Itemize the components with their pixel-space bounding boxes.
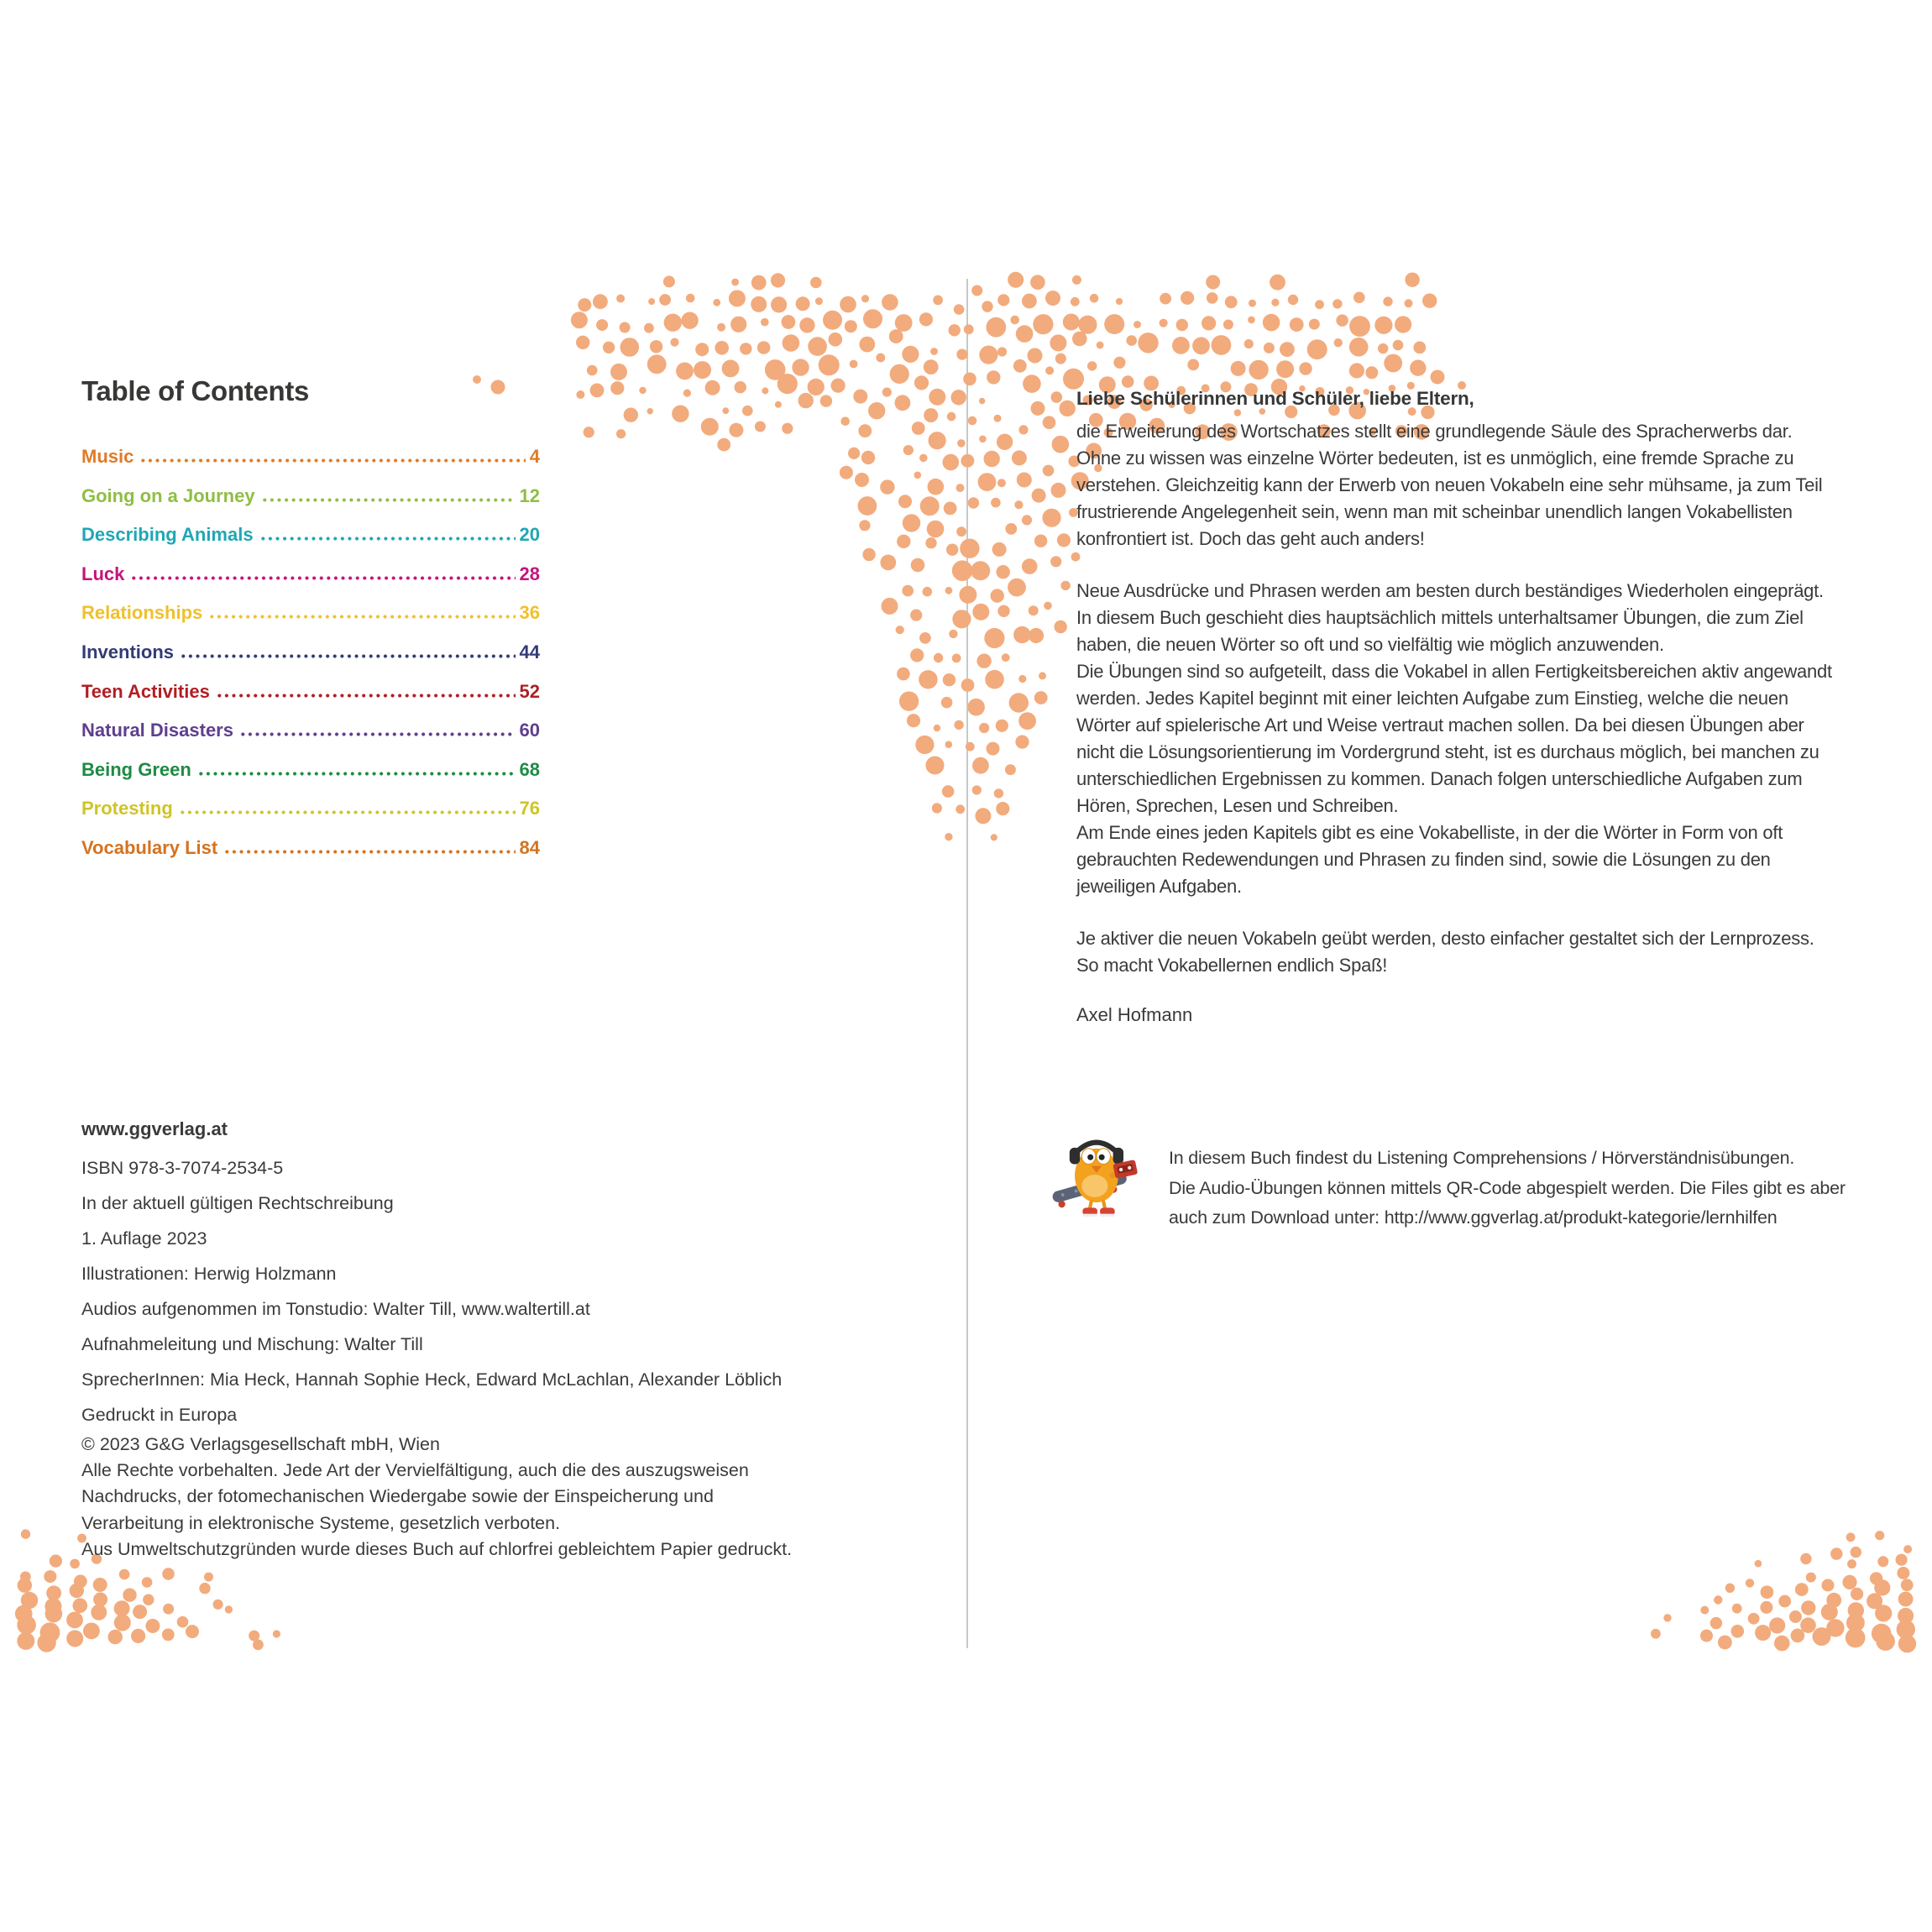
imprint-line: Illustrationen: Herwig Holzmann	[81, 1264, 337, 1284]
toc-dot-leader	[223, 850, 515, 854]
toc-item	[81, 516, 540, 555]
toc-dot-leader	[208, 615, 515, 619]
toc-dot-leader	[130, 576, 515, 580]
letter-line: haben, die neuen Wörter so oft und so vielfältig wie möglich anzuwenden.	[1076, 634, 1664, 655]
letter-line: Neue Ausdrücke und Phrasen werden am besten durch beständiges Wiederholen eingeprägt.	[1076, 580, 1824, 601]
toc-item-page-number: 84	[519, 836, 540, 858]
toc-item	[81, 789, 540, 829]
toc-item	[81, 829, 540, 868]
toc-item	[81, 555, 540, 594]
imprint-line: SprecherInnen: Mia Heck, Hannah Sophie Heck, Edward McLachlan, Alexander Löblich	[81, 1369, 783, 1390]
audio-note	[1169, 1144, 1846, 1233]
toc-item	[81, 673, 540, 712]
letter-line: die Erweiterung des Wortschatzes stellt eine grundlegende Säule des Spracherwerbs dar.	[1076, 421, 1793, 442]
toc-dot-leader	[139, 458, 525, 463]
copyright-line: Alle Rechte vorbehalten. Jede Art der Vervielfältigung, auch die des auszugsweisen	[81, 1460, 749, 1481]
publisher-website: www.ggverlag.at	[81, 1118, 228, 1139]
toc-item-label: Going on a Journey	[81, 484, 255, 506]
toc-item	[81, 633, 540, 673]
letter-line: Je aktiver die neuen Vokabeln geübt werden, desto einfacher gestaltet sich der Lernprozess.	[1076, 928, 1814, 949]
letter-paragraph	[1076, 578, 1832, 900]
imprint-line: 1. Auflage 2023	[81, 1228, 207, 1249]
toc-item-page-number: 36	[519, 602, 540, 624]
toc-item-page-number: 4	[529, 446, 540, 467]
bird-mascot-icon	[1050, 1130, 1147, 1221]
letter-line: frustrierende Angelegenheit sein, wenn man mit scheinbar unendlich langen Vokabellisten	[1076, 501, 1793, 522]
toc-item-page-number: 44	[519, 641, 540, 662]
letter-line: Ohne zu wissen was einzelne Wörter bedeuten, ist es unmöglich, eine fremde Sprache zu	[1076, 448, 1794, 469]
toc-item-label: Protesting	[81, 798, 173, 819]
imprint-line: Aufnahmeleitung und Mischung: Walter Till	[81, 1334, 423, 1354]
imprint-line: Gedruckt in Europa	[81, 1405, 238, 1425]
toc-list	[81, 437, 540, 868]
imprint-block	[81, 1150, 782, 1432]
toc-item	[81, 594, 540, 633]
toc-item-label: Luck	[81, 563, 125, 584]
letter-line: gebrauchten Redewendungen und Phrasen zu finden sind, sowie die Lösungen zu den	[1076, 849, 1771, 870]
letter-paragraph	[1076, 925, 1832, 979]
letter-line: Die Übungen sind so aufgeteilt, dass die Vokabel in allen Fertigkeitsbereichen aktiv angewandt	[1076, 661, 1832, 682]
toc-item-label: Teen Activities	[81, 680, 210, 702]
toc-item	[81, 477, 540, 516]
imprint-line: ISBN 978-3-7074-2534-5	[81, 1158, 284, 1178]
letter-line: Hören, Sprechen, Lesen und Schreiben.	[1076, 795, 1399, 816]
toc-item-label: Natural Disasters	[81, 720, 233, 741]
letter-signature: Axel Hofmann	[1076, 1004, 1193, 1025]
letter-body	[1076, 418, 1832, 1004]
toc-dot-leader	[180, 654, 516, 658]
letter-line: Am Ende eines jeden Kapitels gibt es eine Vokabelliste, in der die Wörter in Form von oft	[1076, 822, 1783, 843]
toc-item-label: Relationships	[81, 602, 203, 624]
toc-item-label: Vocabulary List	[81, 836, 218, 858]
imprint-line: Audios aufgenommen im Tonstudio: Walter Till, www.waltertill.at	[81, 1299, 590, 1319]
toc-item-label: Describing Animals	[81, 524, 254, 546]
toc-item-page-number: 20	[519, 524, 540, 546]
toc-item-page-number: 76	[519, 798, 540, 819]
letter-paragraph	[1076, 418, 1832, 552]
copyright-block	[81, 1432, 792, 1563]
toc-item	[81, 437, 540, 477]
toc-item-label: Music	[81, 446, 134, 467]
toc-item-page-number: 28	[519, 563, 540, 584]
letter-line: So macht Vokabellernen endlich Spaß!	[1076, 955, 1388, 976]
letter-line: nicht die Lösungsorientierung im Vordergrund steht, ist es durchaus möglich, bei manchen zu	[1076, 741, 1819, 762]
toc-item-label: Inventions	[81, 641, 175, 662]
copyright-line: © 2023 G&G Verlagsgesellschaft mbH, Wien	[81, 1434, 440, 1454]
toc-item-page-number: 52	[519, 680, 540, 702]
toc-title: Table of Contents	[81, 375, 310, 406]
imprint-line: In der aktuell gültigen Rechtschreibung	[81, 1193, 394, 1213]
letter-line: unterschiedlichen Ergebnissen zu kommen. Danach folgen unterschiedliche Aufgaben zum	[1076, 768, 1803, 789]
toc-dot-leader	[261, 498, 516, 502]
letter-line: In diesem Buch geschieht dies hauptsächlich mittels unterhaltsamer Übungen, die zum Ziel	[1076, 607, 1804, 628]
toc-item-page-number: 12	[519, 484, 540, 506]
toc-item-page-number: 68	[519, 758, 540, 780]
letter-line: werden. Jedes Kapitel beginnt mit einer leichten Aufgabe zum Einstieg, welche die neuen	[1076, 688, 1788, 709]
toc-dot-leader	[179, 810, 516, 814]
toc-item-page-number: 60	[519, 720, 540, 741]
toc-dot-leader	[197, 772, 516, 776]
letter-salutation: Liebe Schülerinnen und Schüler, liebe Eltern,	[1076, 388, 1474, 409]
toc-item	[81, 751, 540, 790]
copyright-line: Nachdrucks, der fotomechanischen Wiedergabe sowie der Einspeicherung und	[81, 1486, 714, 1507]
audio-note-line: Die Audio-Übungen können mittels QR-Code abgespielt werden. Die Files gibt es aber	[1169, 1177, 1846, 1198]
letter-line: jeweiligen Aufgaben.	[1076, 876, 1242, 897]
toc-dot-leader	[239, 732, 516, 736]
toc-dot-leader	[216, 694, 516, 698]
letter-line: konfrontiert ist. Doch das geht auch anders!	[1076, 528, 1425, 549]
audio-note-line: In diesem Buch findest du Listening Comprehensions / Hörverständnisübungen.	[1169, 1148, 1795, 1168]
toc-item-label: Being Green	[81, 758, 191, 780]
copyright-line: Verarbeitung in elektronische Systeme, gesetzlich verboten.	[81, 1512, 561, 1533]
letter-line: Wörter auf spielerische Art und Weise vertraut machen sollen. Da bei diesen Übungen aber	[1076, 715, 1804, 736]
letter-line: verstehen. Gleichzeitig kann der Erwerb von neuen Vokabeln eine sehr mühsame, ja zum Teil	[1076, 474, 1823, 495]
copyright-line: Aus Umweltschutzgründen wurde dieses Buch auf chlorfrei gebleichtem Papier gedruckt.	[81, 1538, 793, 1559]
toc-item	[81, 711, 540, 751]
audio-note-line: auch zum Download unter: http://www.ggverlag.at/produkt-kategorie/lernhilfen	[1169, 1207, 1778, 1228]
toc-dot-leader	[259, 537, 516, 541]
